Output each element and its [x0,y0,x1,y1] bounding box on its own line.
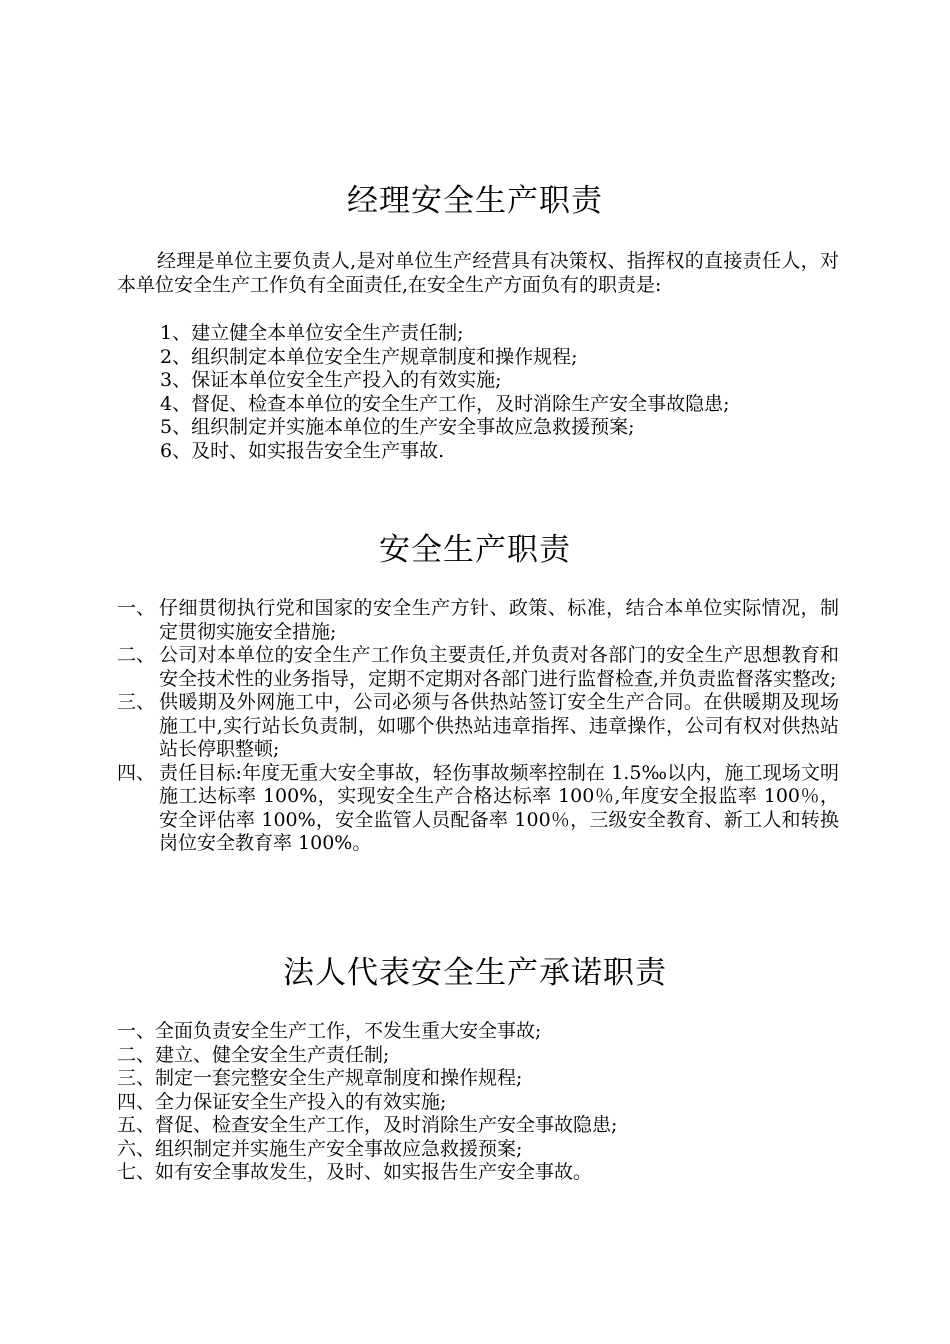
section1-list [160,322,850,463]
list-item: 3、保证本单位安全生产投入的有效实施; [160,369,502,391]
list-item: 三、制定一套完整安全生产规章制度和操作规程; [117,1067,523,1089]
list-item: 四、全力保证安全生产投入的有效实施; [117,1090,447,1113]
section2-list [117,597,839,856]
section3-list [117,1020,839,1185]
section2-title: 安全生产职责 [379,532,571,568]
section3-title: 法人代表安全生产承诺职责 [283,955,667,991]
list-item: 1、建立健全本单位安全生产责任制; [160,322,464,344]
list-item: 4、督促、检查本单位的安全生产工作，及时消除生产安全事故隐患; [160,392,730,415]
list-item: 5、组织制定并实施本单位的生产安全事故应急救援预案; [160,416,635,438]
list-item-text: 仔细贯彻执行党和国家的安全生产方针、政策、标准，结合本单位实际情况，制定贯彻实施安全措施; [159,597,839,643]
list-item: 一、全面负责安全生产工作，不发生重大安全事故; [117,1020,542,1042]
list-item-marker: 二、 [117,644,156,666]
list-item: 六、组织制定并实施生产安全事故应急救援预案; [117,1137,523,1160]
list-item [117,644,839,691]
list-item-marker: 四、 [117,761,156,784]
list-item: 6、及时、如实报告安全生产事故. [160,439,445,462]
list-item [117,597,839,644]
list-item-text: 供暖期及外网施工中，公司必须与各供热站签订安全生产合同。在供暖期及现场施工中,实行站长负责制，如哪个供热站违章指挥、违章操作，公司有权对供热站站长停职整顿; [159,691,839,760]
list-item: 五、督促、检查安全生产工作，及时消除生产安全事故隐患; [117,1114,618,1136]
section1-title: 经理安全生产职责 [347,183,603,219]
list-item-marker: 三、 [117,691,156,713]
list-item-text: 公司对本单位的安全生产工作负主要责任,并负责对各部门的安全生产思想教育和安全技术性的业务指导，定期不定期对各部门进行监督检查,并负责监督落实整改; [159,644,839,690]
list-item: 二、建立、健全安全生产责任制; [117,1043,390,1066]
list-item-marker: 一、 [117,597,156,619]
list-item: 2、组织制定本单位安全生产规章制度和操作规程; [160,345,578,368]
list-item [117,691,839,762]
list-item [117,762,839,856]
section1-intro: 经理是单位主要负责人,是对单位生产经营具有决策权、指挥权的直接责任人，对本单位安全生产工作负有全面责任,在安全生产方面负有的职责是: [117,250,839,296]
list-item-text: 责任目标:年度无重大安全事故，轻伤事故频率控制在 1.5‰以内，施工现场文明施工达标率 100%，实现安全生产合格达标率 100％,年度安全报监率 100％，安全评估率 100%，安全监管人员配备率 100％，三级安全教育、新工人和转换岗位安全教育率 100%。 [159,761,839,854]
list-item: 七、如有安全事故发生，及时、如实报告生产安全事故。 [117,1161,593,1183]
